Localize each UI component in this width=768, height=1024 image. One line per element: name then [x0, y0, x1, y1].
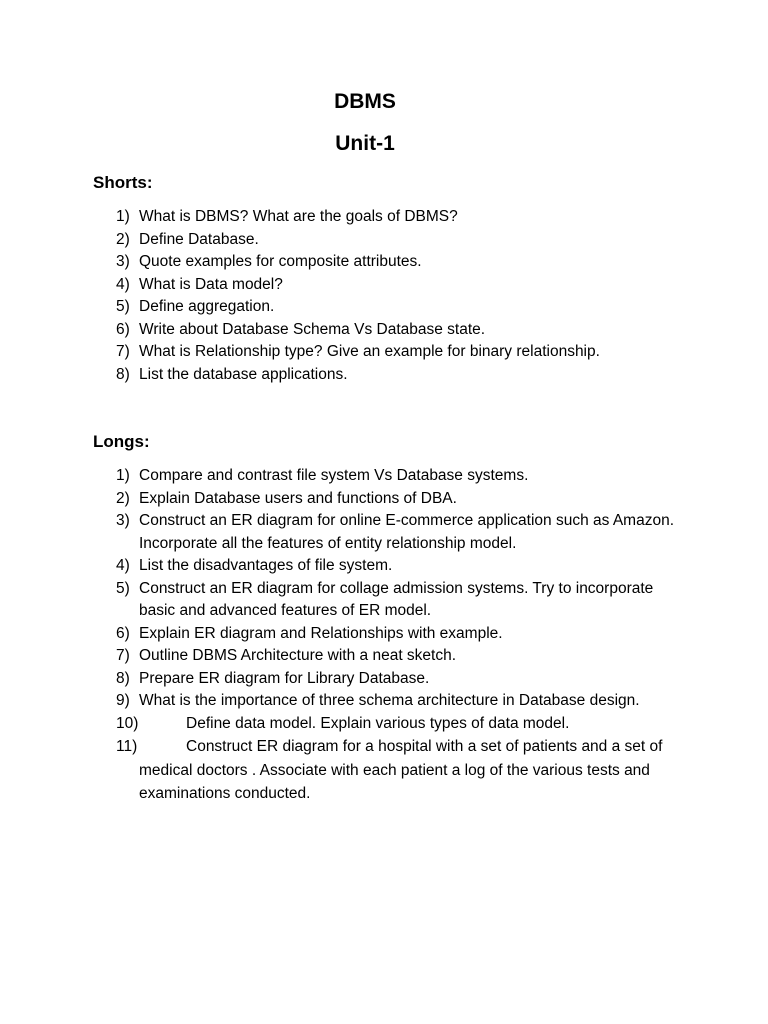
item-text: Outline DBMS Architecture with a neat sketch. — [139, 647, 457, 664]
item-number: 9) — [116, 692, 130, 709]
list-item — [0, 296, 768, 319]
item-number: 2) — [116, 489, 130, 507]
list-item — [0, 690, 768, 713]
item-number: 8) — [116, 365, 130, 383]
document-title: DBMS — [334, 90, 396, 113]
item-text: Explain Database users and functions of DBA. — [139, 489, 457, 507]
item-text: Construct an ER diagram for online E-commerce application such as Amazon. Incorporate all the features of entity relationship model. — [139, 512, 674, 552]
item-number: 6) — [116, 624, 130, 642]
item-text: List the disadvantages of file system. — [139, 557, 393, 574]
section-heading-shorts: Shorts: — [93, 173, 153, 192]
item-text: Define data model. Explain various types of data model. — [186, 714, 570, 732]
list-item — [0, 645, 768, 668]
item-text: Write about Database Schema Vs Database state. — [139, 320, 486, 338]
item-text: Define aggregation. — [139, 298, 275, 315]
item-text: Construct ER diagram for a hospital with a set of patients and a set of medical doctors . Associate with each patient a log of the various tests and examinations conducted. — [139, 738, 663, 802]
longs-question-list — [0, 465, 768, 806]
list-item — [0, 229, 768, 252]
item-number: 4) — [116, 275, 130, 293]
list-item — [0, 465, 768, 488]
item-number: 6) — [116, 320, 130, 338]
item-number: 1) — [116, 467, 130, 484]
item-number: 7) — [116, 647, 130, 664]
item-number: 3) — [116, 512, 130, 529]
item-text: What is Data model? — [139, 275, 283, 293]
item-text: Define Database. — [139, 230, 259, 248]
item-number: 10) — [116, 714, 139, 732]
list-item — [0, 735, 768, 806]
list-item — [0, 713, 768, 736]
shorts-question-list — [0, 206, 768, 386]
item-text: List the database applications. — [139, 365, 348, 383]
list-item — [0, 364, 768, 387]
list-item — [0, 510, 768, 555]
item-text: Construct an ER diagram for collage admission systems. Try to incorporate basic and advanced features of ER model. — [139, 579, 654, 619]
list-item — [0, 668, 768, 691]
list-item — [0, 251, 768, 274]
list-item — [0, 341, 768, 364]
item-text: Explain ER diagram and Relationships with example. — [139, 624, 503, 642]
list-item — [0, 578, 768, 623]
item-number: 3) — [116, 253, 130, 270]
list-item — [0, 555, 768, 578]
item-text: What is DBMS? What are the goals of DBMS? — [139, 208, 458, 225]
document-subtitle: Unit-1 — [335, 132, 395, 155]
list-item — [0, 274, 768, 297]
item-number: 1) — [116, 208, 130, 225]
item-number: 11) — [116, 738, 138, 755]
item-text: What is Relationship type? Give an example for binary relationship. — [139, 343, 600, 360]
list-item — [0, 623, 768, 646]
item-text: Prepare ER diagram for Library Database. — [139, 669, 430, 687]
item-number: 5) — [116, 579, 130, 597]
item-number: 5) — [116, 298, 130, 315]
list-item — [0, 488, 768, 511]
list-item — [0, 206, 768, 229]
list-item — [0, 319, 768, 342]
item-number: 7) — [116, 343, 130, 360]
item-text: Compare and contrast file system Vs Database systems. — [139, 467, 529, 484]
section-heading-longs: Longs: — [93, 432, 150, 451]
item-text: What is the importance of three schema architecture in Database design. — [139, 692, 640, 709]
item-text: Quote examples for composite attributes. — [139, 253, 422, 270]
item-number: 2) — [116, 230, 130, 248]
item-number: 4) — [116, 557, 130, 574]
item-number: 8) — [116, 669, 130, 687]
